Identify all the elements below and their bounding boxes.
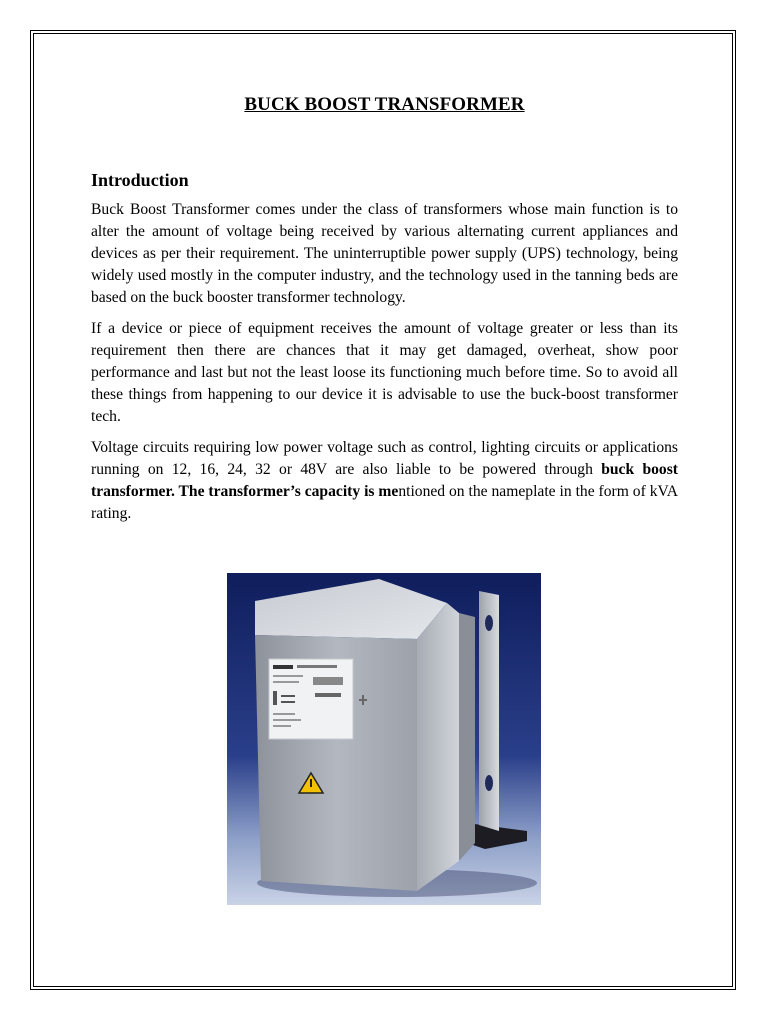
paragraph-2: If a device or piece of equipment receives the amount of voltage greater or less than its requirement then there are chances that it may get damaged, overheat, show poor performance and last but not the least loose its functioning much before time. So to avoid all these things from happening to our device it is advisable to use the buck-boost transformer tech. xyxy=(91,320,678,425)
transformer-photo xyxy=(227,573,541,905)
paragraph-3-start: Voltage circuits requiring low power voltage such as control, lighting circuits or applications running on 12, 16, 24, 32 or 48V are also liable to be powered through xyxy=(91,439,678,478)
section-heading-introduction: Introduction xyxy=(91,170,189,190)
document-body xyxy=(91,90,678,525)
paragraph-3-bold-run: buck boost transformer. The transformer’s capacity is me xyxy=(91,461,678,500)
document-title: BUCK BOOST TRANSFORMER xyxy=(244,94,525,115)
paragraph-3-end: ntioned on the nameplate in the form of kVA rating. xyxy=(91,483,679,522)
paragraph-1: Buck Boost Transformer comes under the class of transformers whose main function is to alter the amount of voltage being received by various alternating current appliances and devices as per their requirement. The uninterruptible power supply (UPS) technology, being widely used mostly in the computer industry, and the technology used in the tanning beds are based on the buck booster transformer technology. xyxy=(91,201,678,306)
paragraph-3 xyxy=(91,437,678,525)
